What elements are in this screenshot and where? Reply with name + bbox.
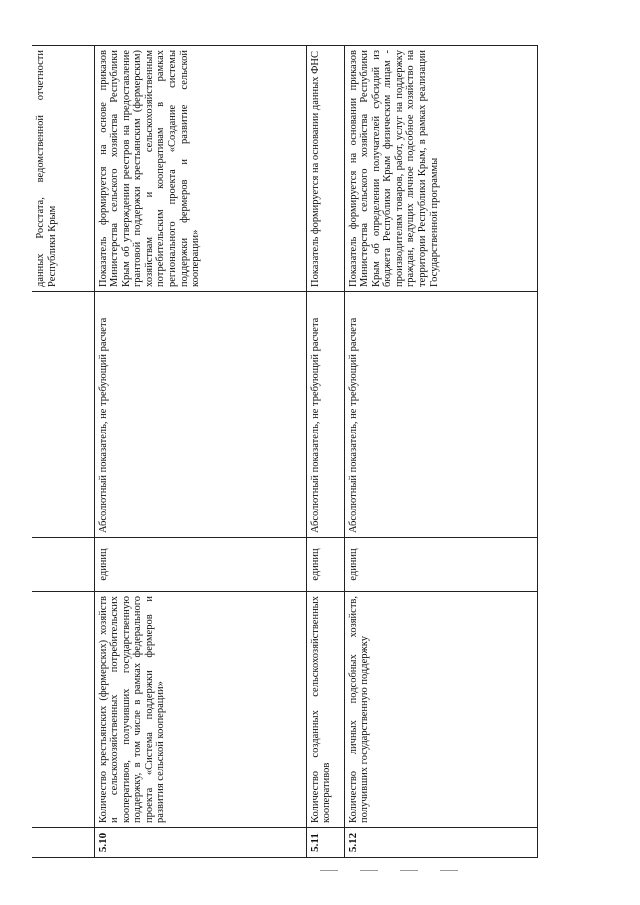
cell-indicator-name: Количество личных подсобных хозяйств, получивших государственную поддержку bbox=[344, 592, 537, 828]
cell-number: 5.12 bbox=[344, 828, 537, 858]
cell-calculation-method: Абсолютный показатель, не требующий расчета bbox=[306, 292, 344, 538]
scan-mark bbox=[320, 870, 338, 881]
cell-number: 5.11 bbox=[306, 828, 344, 858]
cell-indicator-name: Количество созданных сельскохозяйственных кооперативов bbox=[306, 592, 344, 828]
cell-data-source: данных Росстата, ведомственной отчетности Республики Крым bbox=[32, 46, 94, 292]
cell-indicator-name: Количество крестьянских (фермерских) хозяйств и сельскохозяйственных потребительских кооперативов, получивших государственную поддержку, в том числе в рамках федерального проекта «Система поддержки фермеров и развития сельской кооперации» bbox=[94, 592, 306, 828]
cell-calculation-method bbox=[32, 292, 94, 538]
cell-unit: единиц bbox=[94, 538, 306, 592]
scan-artifact-marks bbox=[300, 870, 500, 882]
cell-indicator-name bbox=[32, 592, 94, 828]
cell-unit: единиц bbox=[344, 538, 537, 592]
scan-mark bbox=[360, 870, 378, 881]
cell-unit: единиц bbox=[306, 538, 344, 592]
table-row-continuation bbox=[32, 46, 94, 858]
cell-unit bbox=[32, 538, 94, 592]
cell-calculation-method: Абсолютный показатель, не требующий расчета bbox=[344, 292, 537, 538]
table-row bbox=[344, 46, 537, 858]
rotated-indicator-table bbox=[32, 46, 537, 858]
scan-mark bbox=[440, 870, 458, 881]
cell-data-source: Показатель формируется на основании данных ФНС bbox=[306, 46, 344, 292]
table-row bbox=[306, 46, 344, 858]
cell-number bbox=[32, 828, 94, 858]
indicator-table bbox=[32, 45, 538, 858]
cell-number: 5.10 bbox=[94, 828, 306, 858]
scan-mark bbox=[400, 870, 418, 881]
table-row bbox=[94, 46, 306, 858]
cell-data-source: Показатель формируется на основании приказов Министерства сельского хозяйства Республики Крым об определении получателей субсидий из бюджета Республики Крым физическим лицам - производителям товаров, работ, услуг на поддержку граждан, ведущих личное подсобное хозяйство на территории Республики Крым, в рамках реализации Государственной программы bbox=[344, 46, 537, 292]
cell-data-source: Показатель формируется на основе приказов Министерства сельского хозяйства Республики Крым об утверждении реестров на предоставление грантовой поддержки крестьянским (фермерским) хозяйствам и сельскохозяйственным потребительским кооперативам в рамках регионального проекта «Создание системы поддержки фермеров и развитие сельской кооперации» bbox=[94, 46, 306, 292]
cell-calculation-method: Абсолютный показатель, не требующий расчета bbox=[94, 292, 306, 538]
